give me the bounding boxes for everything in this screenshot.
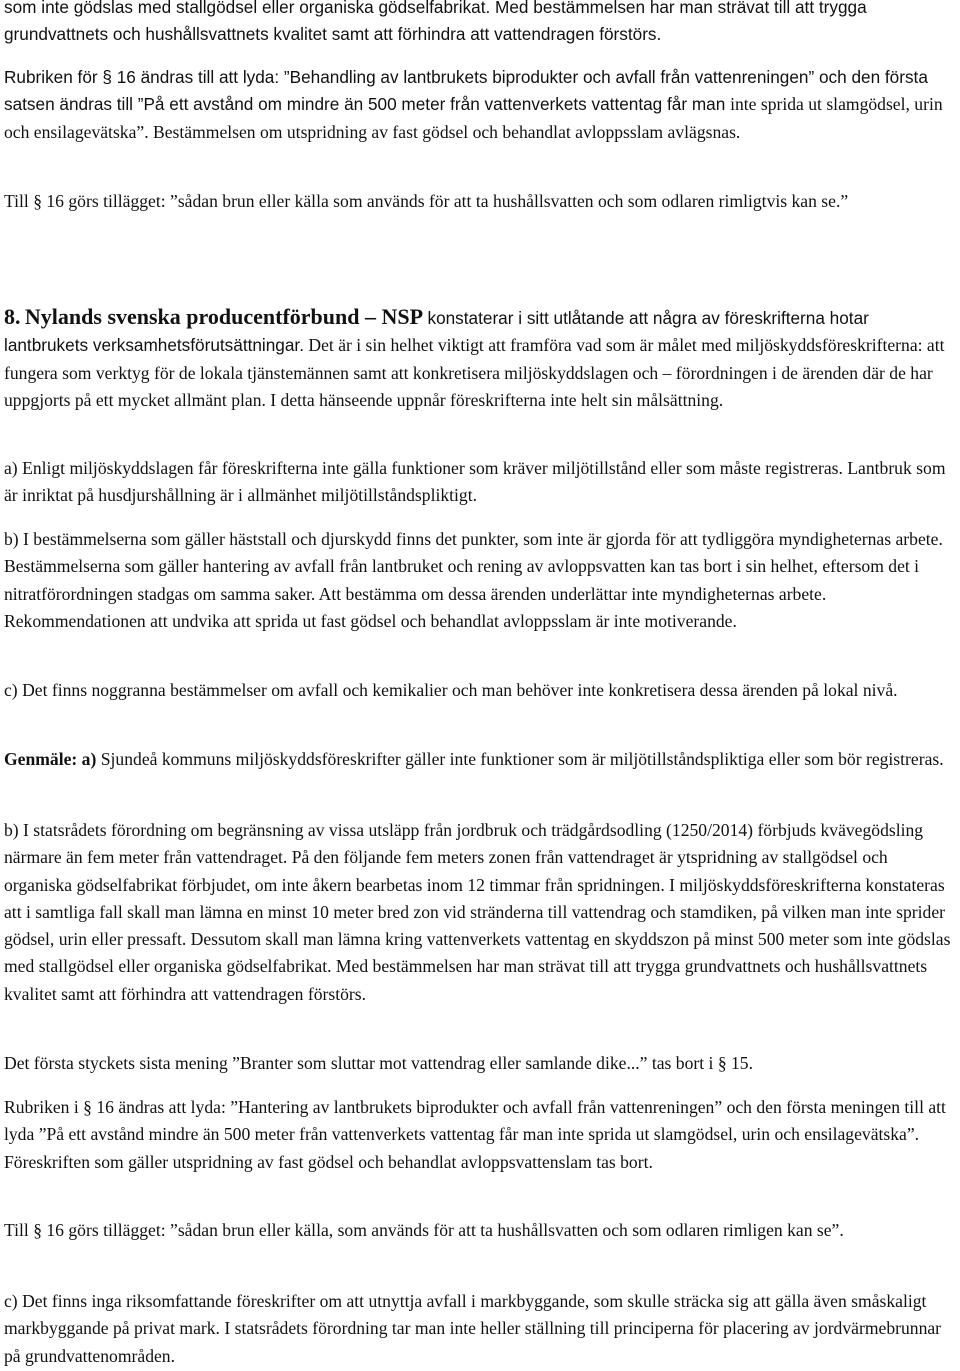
paragraph-rubriken-first-part-b: inte sprida ut slamgödsel, urin och ensilagevätska”. Bestämmelsen om utspridning av fast gödsel och behandlat avloppsslam avlägsnas. [4,94,943,142]
section-8-text-a: konstaterar i sitt utlåtande att några av föreskrifterna hotar lantbrukets verksamhetsförutsättningar. [4,308,869,356]
section-8 [4,303,954,414]
paragraph-till-second: Till § 16 görs tillägget: ”sådan brun eller källa, som används för att ta hushållsvatten och som odlaren rimligen kan se”. [4,1220,844,1240]
paragraph-c: c) Det finns noggranna bestämmelser om avfall och kemikalier och man behöver inte konkretisera dessa ärenden på lokal nivå. [4,680,898,700]
paragraph-rubriken-first [4,64,954,146]
section-8-number: 8. [4,304,21,329]
genmale-label: Genmäle: a) [4,749,97,769]
paragraph-forsta-stycket: Det första styckets sista mening ”Branter som sluttar mot vattendrag eller samlande dike...” tas bort i § 15. [4,1053,754,1073]
paragraph-rubriken-first-part-a: Rubriken för § 16 ändras till att lyda: ”Behandling av lantbrukets biprodukter och avfall från vattenreningen” och den första satsen ändras till ”På ett avstånd om mindre än 500 meter från vattenverkets vattentag får man [4,67,928,115]
paragraph-genmale [4,746,954,773]
section-8-organization: Nylands svenska producentförbund – NSP [24,304,424,329]
paragraph-b: b) I bestämmelserna som gäller häststall och djurskydd finns det punkter, som inte är gjorda för att tydliggöra myndigheternas arbete. Bestämmelserna som gäller hantering av avfall från lantbruket och rening av avloppsvatten kan tas bort i sin helhet, eftersom det i nitratförordningen stadgas om samma saker. Att bestämma om dessa ärenden underlättar inte myndigheternas arbete. Rekommendationen att undvika att sprida ut fast gödsel och behandlat avloppsslam är inte motiverande. [4,529,943,631]
paragraph-a: a) Enligt miljöskyddslagen får föreskrifterna inte gälla funktioner som kräver miljötillstånd eller som måste registreras. Lantbruk som är inriktat på husdjurshållning är i allmänhet miljötillståndspliktigt. [4,458,946,506]
genmale-text: Sjundeå kommuns miljöskyddsföreskrifter gäller inte funktioner som är miljötillståndspliktiga eller som bör registreras. [100,749,944,769]
paragraph-b2: b) I statsrådets förordning om begränsning av vissa utsläpp från jordbruk och trädgårdsodling (1250/2014) förbjuds kvävegödsling närmare än fem meter från vattendraget. På den följande fem meters zonen från vattendraget är ytspridning av stallgödsel och organiska gödselfabrikat förbjudet, om inte åkern bearbetas inom 12 timmar från spridningen. I miljöskyddsföreskrifterna konstateras att i samtliga fall skall man lämna en minst 10 meter bred zon vid stränderna till vattendrag och stamdiken, på vilken man inte sprider gödsel, urin eller pressaft. Dessutom skall man lämna kring vattenverkets vattentag en skyddszon på minst 500 meter som inte gödslas med stallgödsel eller organiska gödselfabrikat. Med bestämmelsen har man strävat till att trygga grundvattnets och hushållsvattnets kvalitet samt att förhindra att vattendragen förstörs. [4,820,951,1004]
paragraph-rubriken-second: Rubriken i § 16 ändras att lyda: ”Hantering av lantbrukets biprodukter och avfall från vattenreningen” och den första meningen till att lyda ”På ett avstånd mindre än 500 meter från vattenverkets vattentag får man inte sprida ut slamgödsel, urin och ensilagevätska”. Föreskriften som gäller utspridning av fast gödsel och behandlat avloppsvattenslam tas bort. [4,1097,946,1172]
paragraph-intro: som inte gödslas med stallgödsel eller organiska gödselfabrikat. Med bestämmelsen har man strävat till att trygga grundvattnets och hushållsvattnets kvalitet samt att förhindra att vattendragen förstörs. [4,0,867,45]
paragraph-till-first: Till § 16 görs tillägget: ”sådan brun eller källa som används för att ta hushållsvatten och som odlaren rimligtvis kan se.” [4,191,849,211]
paragraph-c2: c) Det finns inga riksomfattande föreskrifter om att utnyttja avfall i markbyggande, som skulle sträcka sig att gälla även småskaligt markbyggande på privat mark. I statsrådets förordning tar man inte heller ställning till principerna för placering av jordvärmebrunnar på grundvattenområden. [4,1291,942,1366]
section-8-text-b: Det är i sin helhet viktigt att framföra vad som är målet med miljöskyddsföreskrifterna: att fungera som verktyg för de lokala tjänstemännen samt att konkretisera miljöskyddslagen och – förordningen i de ärenden där de har uppgjorts på ett mycket allmänt plan. I detta hänseende uppnår föreskrifterna inte helt sin målsättning. [4,335,945,410]
